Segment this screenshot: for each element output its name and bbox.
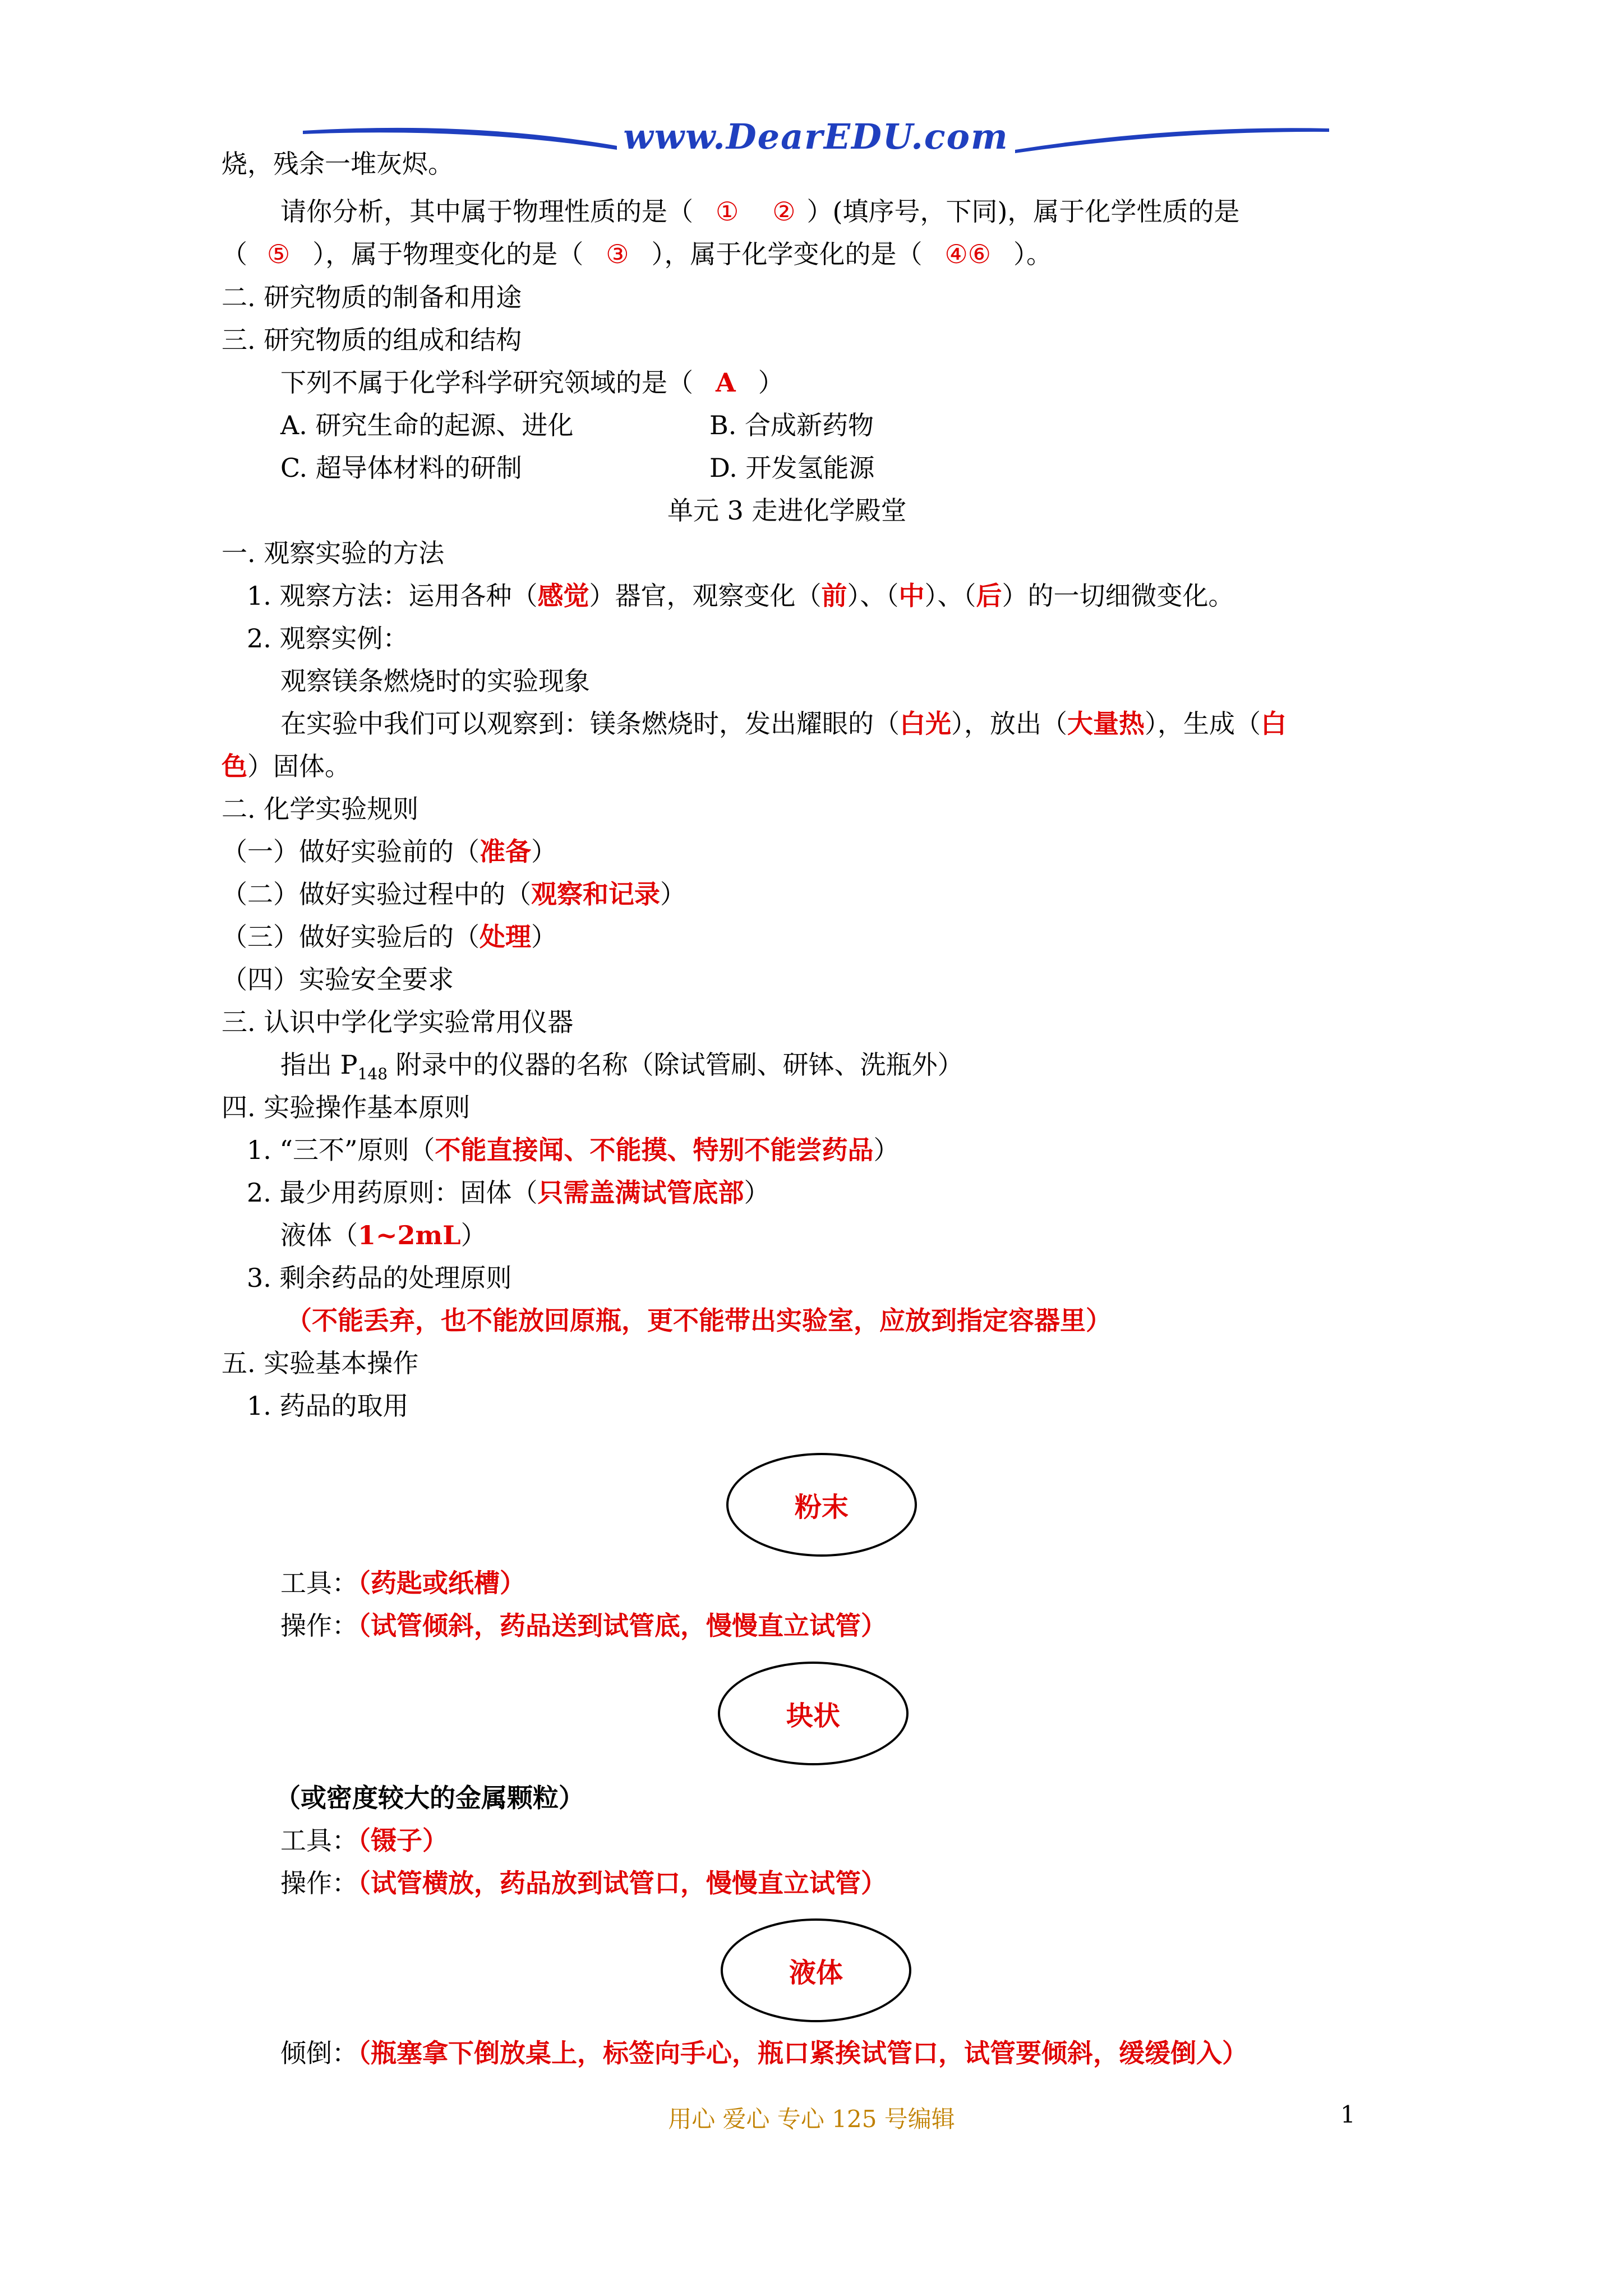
text-line: D. 开发氢能源: [709, 453, 875, 483]
text-line: （或密度较大的金属颗粒）: [275, 1783, 584, 1813]
section-title: 单元 3 走进化学殿堂: [667, 495, 907, 526]
text-line: 观察镁条燃烧时的实验现象: [280, 666, 590, 696]
text-line: 三. 认识中学化学实验常用仪器: [222, 1007, 574, 1037]
text-line: B. 合成新药物: [709, 410, 874, 440]
text-line: 工具：（药匙或纸槽）: [280, 1568, 525, 1598]
text-line: 1. 药品的取用: [247, 1391, 409, 1421]
text-line: 二. 化学实验规则: [222, 794, 419, 824]
oval-lump: 块状: [718, 1662, 909, 1765]
text-line: （ ⑤ ），属于物理变化的是（ ③ ），属于化学变化的是（ ④⑥ ）。: [222, 239, 1052, 269]
text-line: 烧，残余一堆灰烬。: [222, 149, 454, 179]
text-line: 二. 研究物质的制备和用途: [222, 282, 522, 312]
text-line: 3. 剩余药品的处理原则: [247, 1263, 512, 1293]
oval-powder: 粉末: [726, 1453, 917, 1557]
text-line: C. 超导体材料的研制: [280, 453, 522, 483]
text-line: 倾倒：（瓶塞拿下倒放桌上，标签向手心，瓶口紧挨试管口，试管要倾斜，缓缓倒入）: [280, 2038, 1248, 2068]
text-line: 液体（1~2mL）: [280, 1220, 487, 1250]
text-line: 操作：（试管倾斜，药品送到试管底，慢慢直立试管）: [280, 1611, 887, 1641]
text-line: 1. “三不”原则（不能直接闻、不能摸、特别不能尝药品）: [247, 1135, 900, 1165]
text-line: 色）固体。: [222, 751, 351, 781]
logo-text: www.DearEDU.com: [623, 116, 1009, 157]
text-line: （四）实验安全要求: [222, 964, 454, 995]
text-line: 下列不属于化学科学研究领域的是（ A ）: [280, 367, 784, 398]
text-line: 一. 观察实验的方法: [222, 538, 445, 568]
text-line: A. 研究生命的起源、进化: [280, 410, 574, 440]
text-line: 请你分析，其中属于物理性质的是（ ① ② ）(填序号，下同)，属于化学性质的是: [280, 196, 1240, 227]
text-line: 操作：（试管横放，药品放到试管口，慢慢直立试管）: [280, 1868, 887, 1898]
text-line: 1. 观察方法：运用各种（感觉）器官，观察变化（前）、（中）、（后）的一切细微变化。: [247, 581, 1234, 611]
text-line: 四. 实验操作基本原则: [222, 1092, 471, 1122]
text-line: 工具：（镊子）: [280, 1825, 448, 1856]
text-line: （三）做好实验后的（处理）: [222, 922, 557, 952]
page-number: 1: [1340, 2101, 1355, 2128]
text-line: 2. 观察实例：: [247, 623, 409, 654]
header-logo: [303, 115, 1329, 168]
text-line: （不能丢弃，也不能放回原瓶，更不能带出实验室，应放到指定容器里）: [286, 1305, 1112, 1336]
text-line: 2. 最少用药原则：固体（只需盖满试管底部）: [247, 1177, 770, 1208]
text-line: 在实验中我们可以观察到：镁条燃烧时，发出耀眼的（白光），放出（大量热），生成（白: [280, 708, 1287, 739]
text-line: 指出 $P_{148}$ 附录中的仪器的名称（除试管刷、研钵、洗瓶外）: [280, 1050, 963, 1083]
text-line: 三. 研究物质的组成和结构: [222, 325, 522, 355]
text-line: （一）做好实验前的（准备）: [222, 836, 557, 867]
oval-liquid: 液体: [721, 1918, 911, 2022]
footer-text: 用心 爱心 专心 125 号编辑: [668, 2105, 955, 2133]
text-line: 五. 实验基本操作: [222, 1348, 419, 1378]
text-line: （二）做好实验过程中的（观察和记录）: [222, 879, 686, 909]
